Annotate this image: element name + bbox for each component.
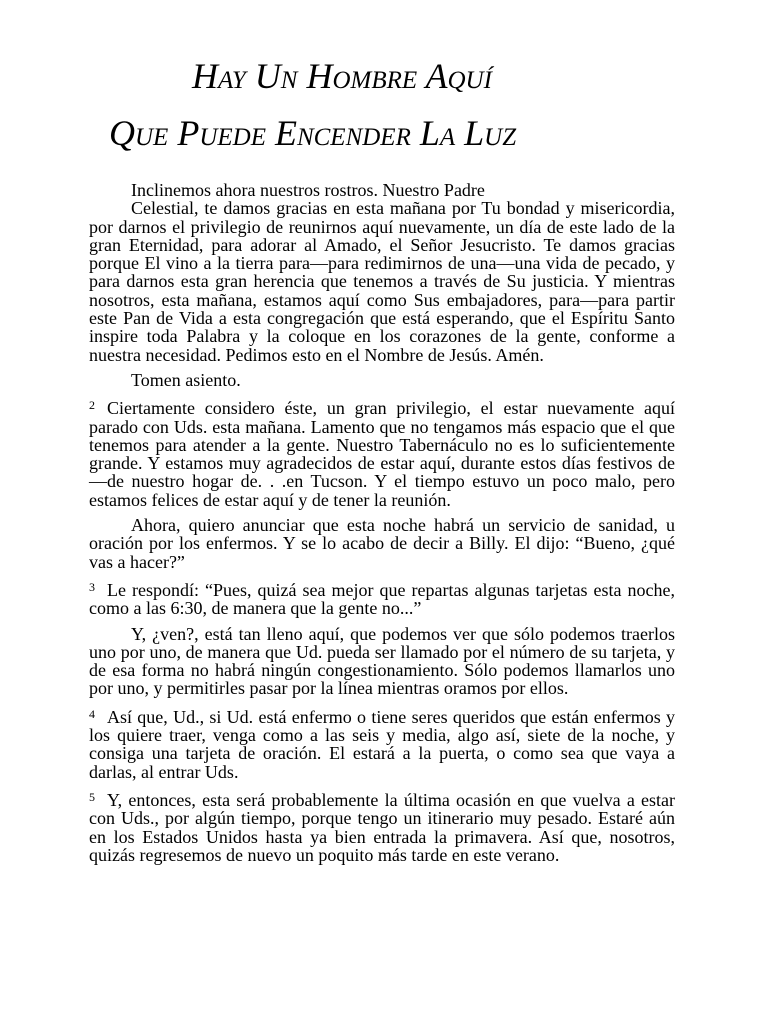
paragraph-number: 2	[89, 398, 95, 413]
paragraph-number: 4	[89, 706, 95, 721]
paragraph-tomen-asiento: Tomen asiento.	[131, 369, 241, 390]
paragraph-5	[89, 788, 675, 864]
paragraph-text: Ciertamente considero éste, un gran privilegio, el estar nuevamente aquí parado con Uds. esta mañana. Lamento que no tengamos más espacio que el que tenemos para atender a la gente. Nuestro Tabernáculo no es lo suficientemente grande. Y estamos muy agradecidos de estar aquí, durante estos días festivos de—de nuestro hogar de. . .en Tucson. Y el tiempo estuvo un poco malo, pero estamos felices de estar aquí y de tener la reunión.	[89, 398, 675, 510]
paragraph-ven: Y, ¿ven?, está tan lleno aquí, que podemos ver que sólo podemos traerlos uno por uno, de manera que Ud. pueda ser llamado por el número de su tarjeta, y de esa forma no habrá ningún congestionamiento. Sólo podemos llamarlos uno por uno, y permitirles pasar por la línea mientras oramos por ellos.	[89, 623, 675, 699]
paragraph-prayer-rest: Celestial, te damos gracias en esta mañana por Tu bondad y misericordia, por darnos el privilegio de reunirnos aquí nuevamente, un día de este lado de la gran Eternidad, para adorar al Amado, el Señor Jesucristo. Te damos gracias porque El vino a la tierra para—para redimirnos de una—una vida de pecado, y para darnos esta gran herencia que tenemos a través de Su justicia. Y mientras nosotros, esta mañana, estamos aquí como Sus embajadores, para—para partir este Pan de Vida a esta congregación que está esperando, que el Espíritu Santo inspire toda Palabra y la coloque en los corazones de la gente, conforme a nuestra necesidad. Pedimos esto en el Nombre de Jesús. Amén.	[89, 198, 675, 365]
paragraph-ahora: Ahora, quiero anunciar que esta noche habrá un servicio de sanidad, u oración por los enfermos. Y se lo acabo de decir a Billy. El dijo: “Bueno, ¿qué vas a hacer?”	[89, 515, 675, 572]
paragraph-3	[89, 578, 675, 618]
paragraph-number: 3	[89, 579, 95, 594]
paragraph-prayer	[89, 181, 675, 364]
paragraph-number: 5	[89, 789, 95, 804]
paragraph-4	[89, 705, 675, 781]
paragraph-prayer-first-line: Inclinemos ahora nuestros rostros. Nuestro Padre	[131, 180, 485, 200]
paragraph-text: Le respondí: “Pues, quizá sea mejor que repartas algunas tarjetas esta noche, como a las 6:30, de manera que la gente no...”	[89, 579, 675, 619]
paragraph-text: Y, entonces, esta será probablemente la última ocasión en que vuelva a estar con Uds., por algún tiempo, porque tengo un itinerario muy pesado. Estaré aún en los Estados Unidos hasta ya bien entrada la primavera. Así que, nosotros, quizás regresemos de nuevo un poquito más tarde en este verano.	[89, 789, 675, 865]
sermon-body	[89, 181, 675, 871]
paragraph-text: Así que, Ud., si Ud. está enfermo o tiene seres queridos que están enfermos y los quiere traer, venga como a las seis y media, algo así, siete de la noche, y consiga una tarjeta de oración. El estará a la puerta, o como sea que vaya a darlas, al entrar Uds.	[89, 706, 675, 782]
paragraph-2	[89, 396, 675, 509]
title-line-1: Hay Un Hombre Aquí	[192, 56, 492, 96]
title-line-2: Que Puede Encender La Luz	[109, 113, 517, 153]
